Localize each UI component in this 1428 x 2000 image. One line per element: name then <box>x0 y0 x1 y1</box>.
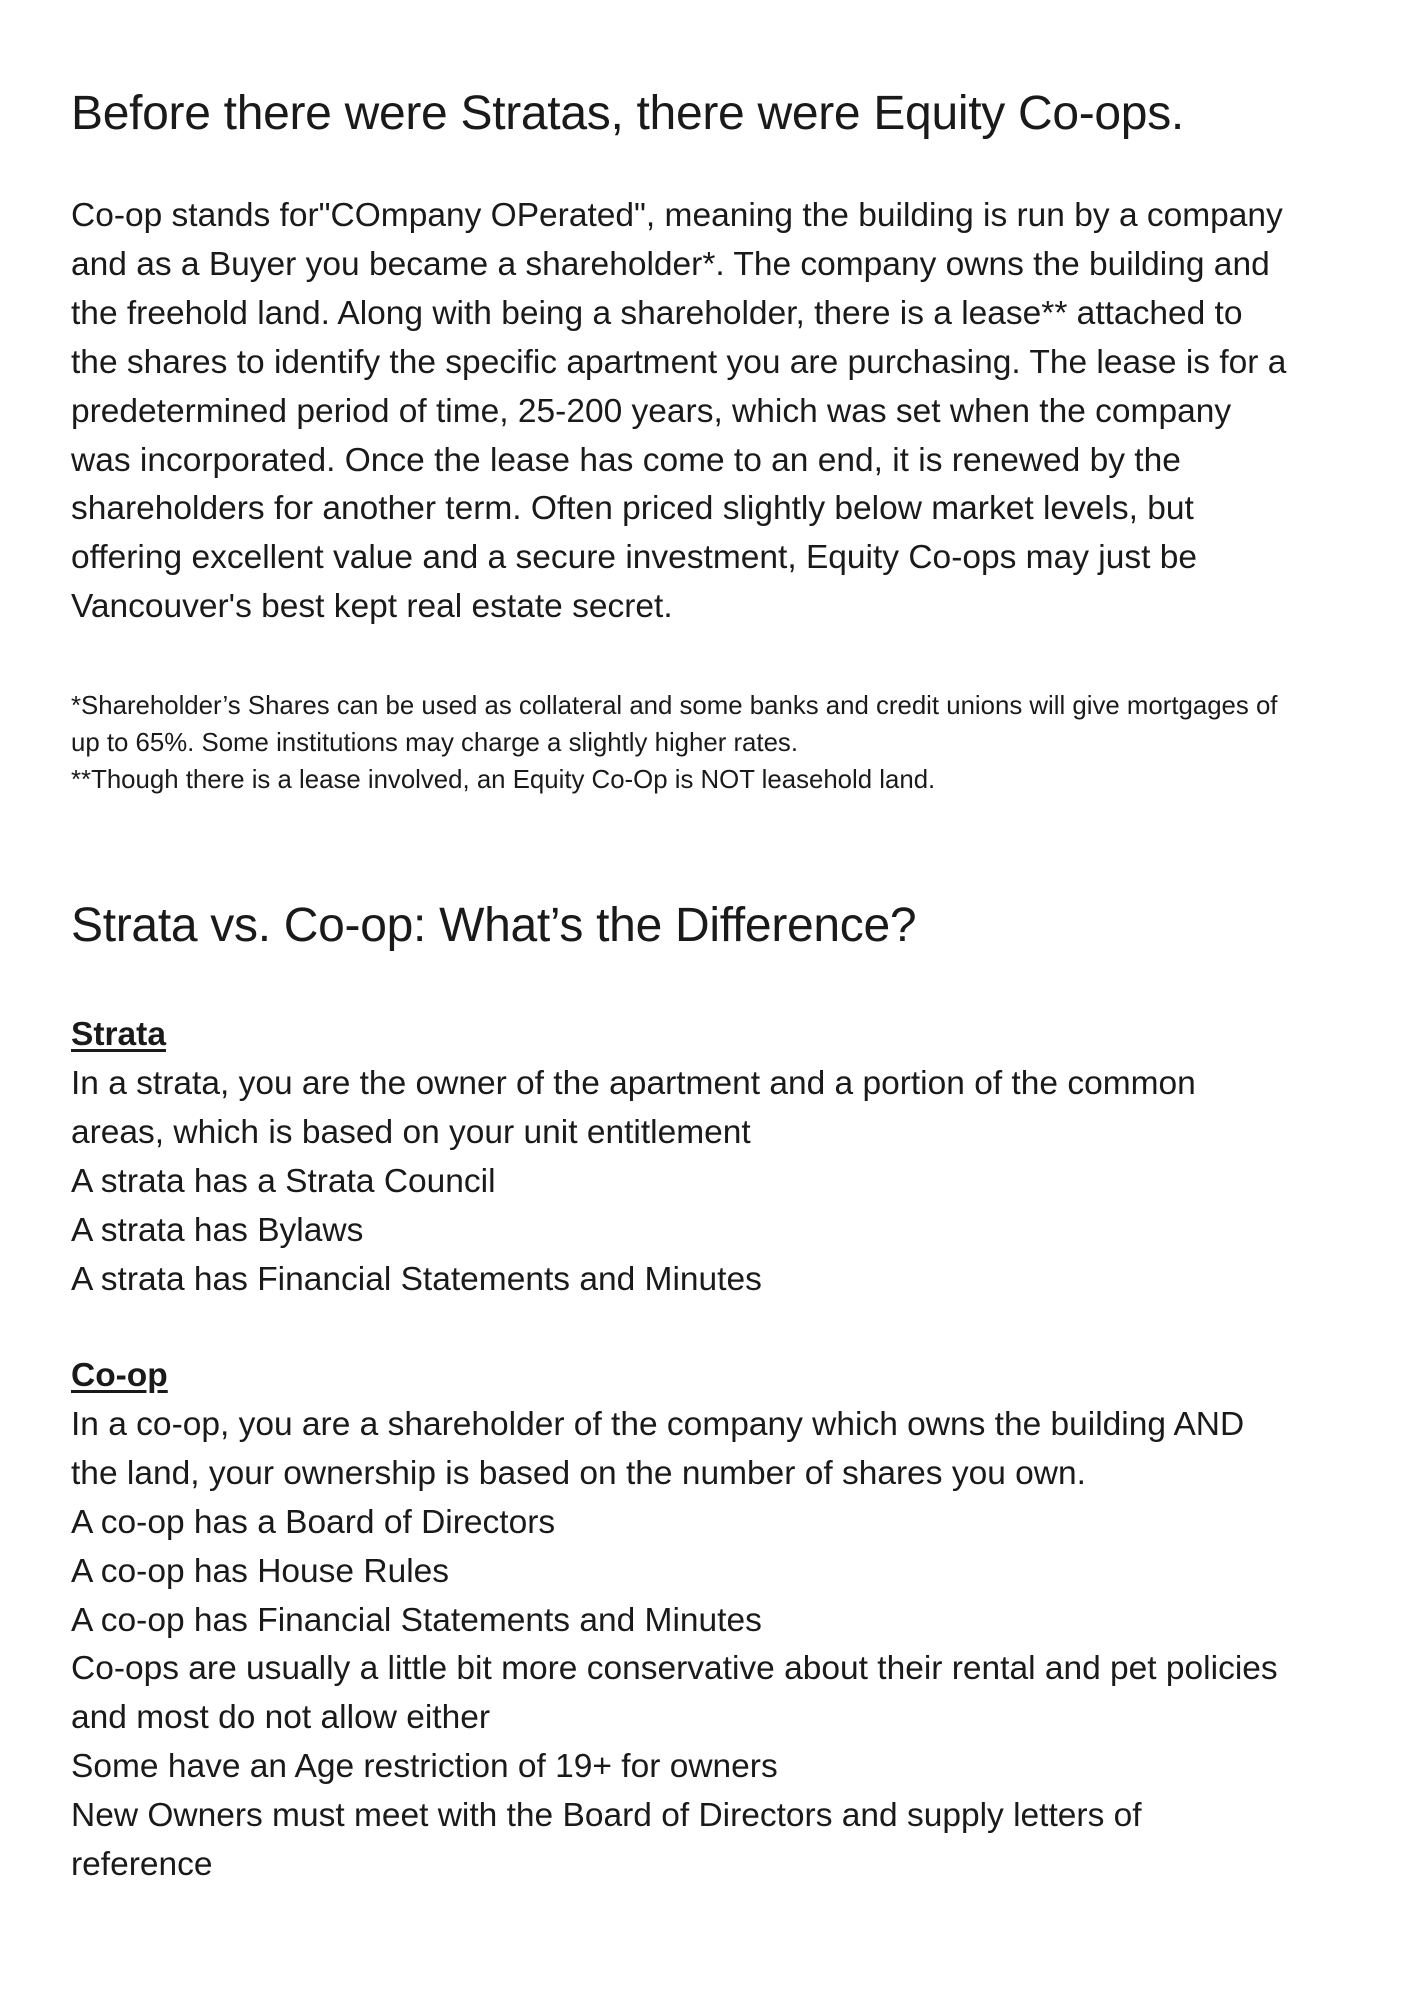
coop-heading: Co-op <box>71 1357 168 1394</box>
coop-line: New Owners must meet with the Board of Directors and supply letters of <box>71 1797 1142 1835</box>
coop-line: A co-op has House Rules <box>71 1552 450 1590</box>
strata-line: A strata has Bylaws <box>71 1211 364 1249</box>
footnote-line: *Shareholder’s Shares can be used as collateral and some banks and credit unions will give mortgages of <box>71 692 1278 720</box>
strata-line: A strata has Financial Statements and Minutes <box>71 1260 762 1298</box>
intro-line: offering excellent value and a secure investment, Equity Co-ops may just be <box>71 539 1197 577</box>
strata-line: areas, which is based on your unit entitlement <box>71 1113 751 1151</box>
intro-line: Co-op stands for"COmpany OPerated", meaning the building is run by a company <box>71 197 1283 234</box>
strata-line: In a strata, you are the owner of the apartment and a portion of the common <box>71 1064 1196 1102</box>
intro-line: the shares to identify the specific apartment you are purchasing. The lease is for a <box>71 343 1287 381</box>
comparison-title: Strata vs. Co-op: What’s the Difference? <box>71 899 917 952</box>
intro-line: Vancouver's best kept real estate secret. <box>71 588 673 626</box>
intro-paragraph <box>71 192 1371 632</box>
intro-line: predetermined period of time, 25-200 years, which was set when the company <box>71 392 1232 430</box>
page-title: Before there were Stratas, there were Equity Co-ops. <box>71 87 1184 140</box>
coop-section <box>71 1352 1371 1890</box>
coop-line: the land, your ownership is based on the number of shares you own. <box>71 1454 1086 1492</box>
coop-line: reference <box>71 1846 213 1884</box>
intro-line: was incorporated. Once the lease has come to an end, it is renewed by the <box>71 441 1181 479</box>
footnotes <box>71 688 1371 799</box>
intro-line: shareholders for another term. Often priced slightly below market levels, but <box>71 490 1194 528</box>
coop-line: A co-op has a Board of Directors <box>71 1503 556 1541</box>
coop-line: Some have an Age restriction of 19+ for owners <box>71 1748 778 1786</box>
strata-line: A strata has a Strata Council <box>71 1162 496 1200</box>
intro-line: and as a Buyer you became a shareholder*. The company owns the building and <box>71 245 1270 283</box>
coop-line: A co-op has Financial Statements and Minutes <box>71 1601 762 1639</box>
coop-line: Co-ops are usually a little bit more conservative about their rental and pet policies <box>71 1650 1278 1688</box>
coop-line: and most do not allow either <box>71 1699 490 1737</box>
coop-line: In a co-op, you are a shareholder of the company which owns the building AND <box>71 1405 1245 1443</box>
footnote-line: up to 65%. Some institutions may charge a slightly higher rates. <box>71 729 798 757</box>
strata-heading: Strata <box>71 1016 166 1053</box>
intro-line: the freehold land. Along with being a shareholder, there is a lease** attached to <box>71 294 1243 332</box>
footnote-line: **Though there is a lease involved, an Equity Co-Op is NOT leasehold land. <box>71 766 936 794</box>
strata-section <box>71 1011 1371 1304</box>
